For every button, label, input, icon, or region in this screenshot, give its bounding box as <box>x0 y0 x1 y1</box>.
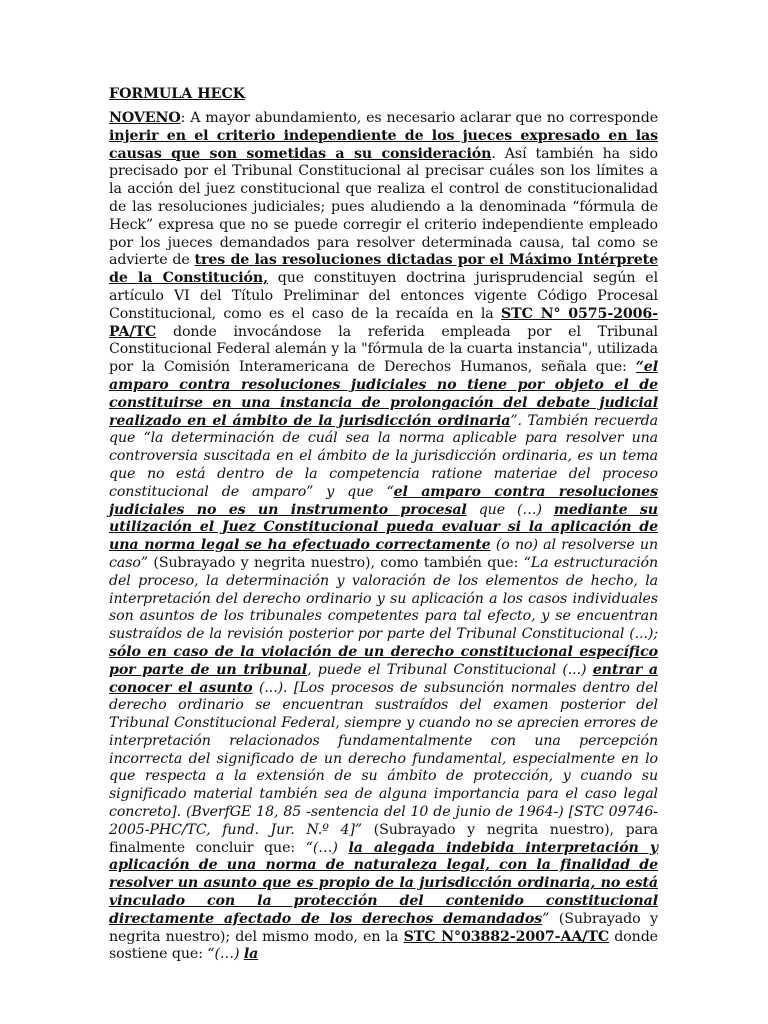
text-run: (Subrayado y negrita nuestro); del mismo modo, en la <box>109 910 658 945</box>
text-run: la alegada indebida interpretación y aplicación de una norma de naturaleza legal, con la finalidad de resolver un asunto que es propio de la jurisdicción ordinaria, no está vinculado con la protección del contenido constitucional directamente afectado de los derechos demandados <box>109 839 658 927</box>
text-run: (Subrayado y negrita nuestro), como también que: <box>147 554 524 571</box>
text-run: que constituyen doctrina jurisprudencial según el artículo VI del Título Preliminar del entonces vigente Código Procesal Constitucional, como es el caso de la recaída en la <box>109 270 659 322</box>
text-run: NOVENO <box>109 110 181 126</box>
text-run: donde sostiene que: <box>109 928 658 963</box>
text-run: (Subrayado y negrita nuestro), para finalmente concluir que: <box>109 821 658 856</box>
text-run: “(…) <box>305 839 349 856</box>
text-run: “(…) <box>207 946 244 963</box>
text-run: el amparo contra resoluciones judiciales no es un instrumento procesal <box>109 483 658 518</box>
text-run: “el amparo contra resoluciones judiciales no tiene por objeto el de constituirse en una instancia de prolongación del debate judicial realizado en el ámbito de la jurisdicción ordinaria <box>109 359 658 429</box>
text-run: injerir en el criterio independiente de los jueces expresado en las causas que son sometidas a su consideración <box>109 127 658 162</box>
text-run: STC N° 0575-2006-PA/TC <box>109 305 658 340</box>
text-run: mediante su utilización el Juez Constitucional pueda evaluar si la aplicación de una norma legal se ha efectuado correctamente <box>109 501 658 554</box>
text-run: (...). [Los procesos de subsunción normales dentro del derecho ordinario se encuentran sustraídos del examen posterior del Tribunal Constitucional Federal, siempre y cuando no se aprecien errores de interpretación relacionados fundamentalmente con una percepción incorrecta del significado de un derecho fundamental, especialmente en lo que respecta a la extensión de su ámbito de protección, y cuando su significado material también sea de alguna importancia para el caso legal concreto]. (BverfGE 18, 85 -sentencia del 10 de junio de 1964-) [STC 09746-2005-PHC/TC, fund. Jur. N.º 4]” <box>109 679 658 838</box>
text-run: tres de las resoluciones dictadas por el Máximo Intérprete de la Constitución, <box>109 252 659 287</box>
text-run: . Así también ha sido precisado por el Tribunal Constitucional al precisar cuáles son los límites a la acción del juez constitucional que realiza el control de constitucionalidad de las resoluciones judiciales; pues aludiendo a la denominada “fórmula de Heck” expresa que no se puede corregir el criterio independiente empleado por los jueces demandados para resolver determinada causa, tal como se advierte de <box>109 145 658 269</box>
text-run: que (…) <box>466 501 554 518</box>
text-run: ” <box>542 910 550 927</box>
text-run: sólo en caso de la violación de un derecho constitucional específico por parte de un tribunal <box>109 643 658 678</box>
text-run: ”. También recuerda que “la determinación de cuál sea la norma aplicable para resolver una controversia suscitada en el ámbito de la jurisdicción ordinaria, es un tema que no está dentro de la competencia ratione materiae del proceso constitucional de amparo” y que “ <box>109 412 658 500</box>
text-run: STC N°03882-2007-AA/TC <box>403 928 610 945</box>
document-body-paragraph <box>109 110 658 964</box>
text-run: : A mayor abundamiento, es necesario aclarar que no corresponde <box>180 110 658 126</box>
text-run: (o no) al resolverse un caso” <box>109 537 658 571</box>
text-run: entrar a conocer el asunto <box>109 661 658 696</box>
document-title: FORMULA HECK <box>109 86 246 102</box>
text-run: donde invocándose la referida empleada por el Tribunal Constitucional Federal alemán y la "fórmula de la cuarta instancia", utilizada por la Comisión Interamericana de Derechos Humanos, señala que: <box>109 323 658 376</box>
text-run: “La estructuración del proceso, la determinación y valoración de los elementos de hecho, la interpretación del derecho ordinario y su aplicación a los casos individuales son asuntos de los tribunales competentes para tal efecto, y se encuentran sustraídos de la revisión posterior por parte del Tribunal Constitucional (...); <box>109 554 659 643</box>
text-run: la <box>243 946 259 963</box>
text-run: , puede el Tribunal Constitucional (...) <box>307 661 593 678</box>
